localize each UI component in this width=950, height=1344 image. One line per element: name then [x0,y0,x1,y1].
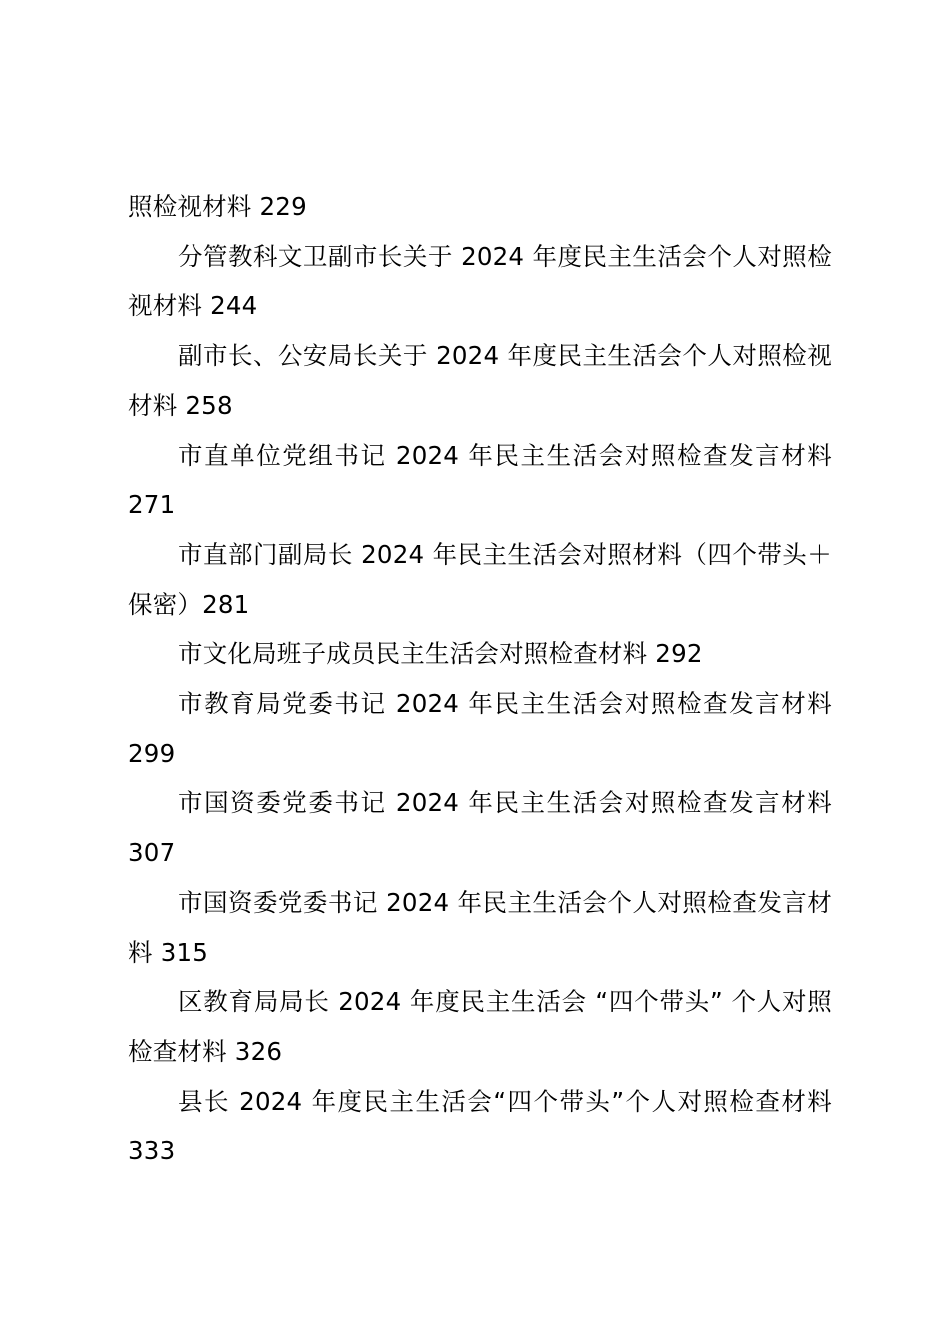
toc-entry-continued: 照检视材料 229 [128,192,307,221]
toc-entry: 区教育局局长 2024 年度民主生活会 “四个带头” 个人对照检查材料 326 [128,987,832,1066]
toc-entry: 市国资委党委书记 2024 年民主生活会个人对照检查发言材料 315 [128,887,832,967]
toc-entry: 市国资委党委书记 2024 年民主生活会对照检查发言材料 307 [128,788,832,868]
toc-entry: 副市长、公安局长关于 2024 年度民主生活会个人对照检视材料 258 [128,341,832,420]
toc-entry: 市教育局党委书记 2024 年民主生活会对照检查发言材料 299 [128,689,832,768]
table-of-contents [128,182,832,1176]
toc-entry: 市直单位党组书记 2024 年民主生活会对照检查发言材料 271 [128,440,832,520]
toc-entry: 市文化局班子成员民主生活会对照检查材料 292 [178,639,703,669]
toc-entry: 县长 2024 年度民主生活会“四个带头”个人对照检查材料 333 [128,1086,832,1166]
toc-entry: 分管教科文卫副市长关于 2024 年度民主生活会个人对照检视材料 244 [128,241,832,321]
toc-entry: 市直部门副局长 2024 年民主生活会对照材料（四个带头＋保密）281 [128,539,832,619]
